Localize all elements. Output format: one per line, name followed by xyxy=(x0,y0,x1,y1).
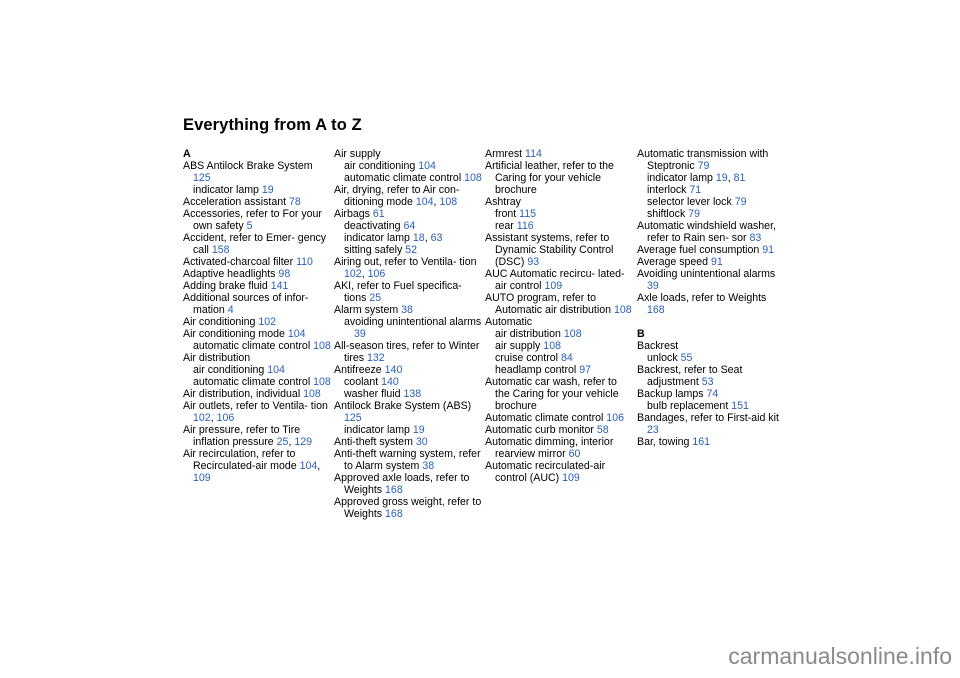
entry-text: cruise control xyxy=(495,352,558,364)
entry-text: Air conditioning xyxy=(183,316,256,328)
entry-text: Automatic dimming, interior rearview mirror xyxy=(485,436,614,460)
index-entry xyxy=(637,244,785,256)
page-link[interactable]: 52 xyxy=(405,244,418,256)
page-link[interactable]: 161 xyxy=(692,436,711,448)
entry-text: Armrest xyxy=(485,148,523,160)
entry-text: Air distribution, individual xyxy=(183,388,301,400)
index-subentry xyxy=(637,352,785,364)
entry-text: avoiding unintentional alarms xyxy=(344,316,482,328)
index-entry xyxy=(485,376,633,412)
index-entry xyxy=(183,328,331,340)
index-entry xyxy=(183,256,331,268)
entry-text: Average speed xyxy=(637,256,709,268)
entry-text: Air outlets, refer to Ventila- tion xyxy=(183,400,328,412)
index-subentry xyxy=(637,208,785,220)
page-link[interactable]: 108 xyxy=(464,172,482,184)
entry-text: Approved axle loads, refer to Weights xyxy=(334,472,470,496)
page-link[interactable]: 108 xyxy=(313,340,331,352)
page-link[interactable]: 138 xyxy=(403,388,422,400)
entry-text: Backrest, refer to Seat adjustment xyxy=(637,364,743,388)
entry-text: unlock xyxy=(647,352,678,364)
page-link[interactable]: 39 xyxy=(354,328,366,340)
entry-text: Antifreeze xyxy=(334,364,382,376)
page-link[interactable]: 115 xyxy=(519,208,537,220)
page-link[interactable]: 71 xyxy=(689,184,702,196)
entry-text: Automatic xyxy=(485,316,533,328)
index-entry xyxy=(334,280,482,304)
index-subentry: indicator lamp 18, 63 xyxy=(344,232,443,244)
index-subentry xyxy=(183,340,331,352)
page-link[interactable]: 53 xyxy=(701,376,714,388)
entry-text: Backup lamps xyxy=(637,388,704,400)
entry-text: Air, drying, refer to Air con- ditioning mode xyxy=(334,184,460,208)
entry-text: front xyxy=(495,208,517,220)
page-link[interactable]: 104 xyxy=(299,460,318,472)
page-link[interactable]: 79 xyxy=(697,160,710,172)
entry-text: Automatic transmission with Steptronic xyxy=(637,148,769,172)
page-link[interactable]: 5 xyxy=(246,220,253,232)
watermark: carmanualsonline.info xyxy=(728,643,952,669)
entry-text: Automatic recirculated-air control (AUC) xyxy=(485,460,606,484)
entry-text: Airing out, refer to Ventila- tion xyxy=(334,256,477,268)
page-title: Everything from A to Z xyxy=(183,116,362,134)
page-link[interactable]: 39 xyxy=(647,280,659,292)
index-entry xyxy=(334,304,482,316)
entry-text: Bandages, refer to First-aid kit xyxy=(637,412,779,424)
index-entry xyxy=(485,160,633,196)
entry-text: air supply xyxy=(495,340,541,352)
index-subentry xyxy=(485,364,633,376)
entry-text: washer fluid xyxy=(344,388,401,400)
page-link[interactable]: 168 xyxy=(647,304,665,316)
page-link[interactable]: 116 xyxy=(516,220,534,232)
entry-text: AUC Automatic recircu- lated-air control xyxy=(485,268,625,292)
page-link[interactable]: 25 xyxy=(276,436,289,448)
entry-text: Backrest xyxy=(637,340,679,352)
page-link[interactable]: 91 xyxy=(762,244,775,256)
index-entry xyxy=(637,220,785,244)
index-entry xyxy=(334,496,482,520)
page-link[interactable]: 108 xyxy=(303,388,321,400)
entry-text: Air conditioning mode xyxy=(183,328,285,340)
entry-text: All-season tires, refer to Winter tires xyxy=(334,340,480,364)
index-entry xyxy=(485,412,633,424)
entry-text: Accident, refer to Emer- gency call xyxy=(183,232,327,256)
page-link[interactable]: 61 xyxy=(372,208,385,220)
index-entry xyxy=(334,208,482,220)
entry-text: Air recirculation, refer to Recirculated-air mode xyxy=(183,448,297,472)
entry-text: air conditioning xyxy=(193,364,265,376)
index-subentry xyxy=(334,316,482,340)
page-link[interactable]: 102 xyxy=(193,412,211,424)
entry-text: Automatic curb monitor xyxy=(485,424,594,436)
page-link[interactable]: 108 xyxy=(439,196,458,208)
entry-text: Adaptive headlights xyxy=(183,268,276,280)
entry-text: Avoiding unintentional alarms xyxy=(637,268,776,280)
page-link[interactable]: 58 xyxy=(596,424,609,436)
page-link[interactable]: 108 xyxy=(563,328,582,340)
index-entry: Air, drying, refer to Air con- ditioning mode 104, 108 xyxy=(334,184,460,208)
section-letter: A xyxy=(183,148,191,160)
index-entry xyxy=(637,412,785,436)
page-link[interactable]: 38 xyxy=(401,304,413,316)
index-entry xyxy=(637,256,785,268)
index-entry xyxy=(334,364,482,376)
page-link[interactable]: 106 xyxy=(606,412,624,424)
index-entry xyxy=(485,196,633,208)
index-entry xyxy=(485,148,633,160)
index-column-2 xyxy=(334,148,482,520)
page-link[interactable]: 108 xyxy=(543,340,561,352)
index-entry xyxy=(485,268,633,292)
page-link[interactable]: 23 xyxy=(647,424,659,436)
index-subentry xyxy=(485,208,633,220)
page-link[interactable]: 4 xyxy=(227,304,234,316)
index-subentry xyxy=(334,424,482,436)
entry-text: Accessories, refer to For your own safety xyxy=(183,208,322,232)
entry-text: Antilock Brake System (ABS) xyxy=(334,400,472,412)
entry-text: headlamp control xyxy=(495,364,577,376)
index-subentry xyxy=(183,376,331,388)
page-link[interactable]: 102 xyxy=(258,316,277,328)
section-gap xyxy=(637,316,785,328)
index-entry xyxy=(183,232,331,256)
page-link[interactable]: 102 xyxy=(344,268,362,280)
page-link[interactable]: 19 xyxy=(412,424,425,436)
page-link[interactable]: 108 xyxy=(313,376,331,388)
page-link[interactable]: 106 xyxy=(367,268,386,280)
index-subentry xyxy=(637,184,785,196)
entry-text: Axle loads, refer to Weights xyxy=(637,292,767,304)
entry-text: Adding brake fluid xyxy=(183,280,268,292)
page-link[interactable]: 19 xyxy=(715,172,728,184)
entry-text: Artificial leather, refer to the Caring for your vehicle brochure xyxy=(485,160,614,196)
entry-text: Alarm system xyxy=(334,304,399,316)
page-link[interactable]: 106 xyxy=(216,412,235,424)
section-letter: B xyxy=(637,328,645,340)
index-entry xyxy=(334,340,482,364)
entry-text: coolant xyxy=(344,376,379,388)
index-subentry: indicator lamp 19, 81 xyxy=(647,172,746,184)
entry-text: interlock xyxy=(647,184,687,196)
entry-text: indicator lamp xyxy=(344,232,410,244)
page-link[interactable]: 104 xyxy=(418,160,436,172)
entry-text: Automatic climate control xyxy=(485,412,604,424)
index-entry: Air pressure, refer to Tire inflation pressure 25, 129 xyxy=(183,424,313,448)
entry-text: rear xyxy=(495,220,514,232)
index-column-4 xyxy=(637,148,785,448)
entry-text: selector lever lock xyxy=(647,196,732,208)
entry-text: ABS Antilock Brake System xyxy=(183,160,313,172)
index-entry xyxy=(637,148,785,172)
index-entry xyxy=(485,316,633,328)
page-link[interactable]: 109 xyxy=(544,280,563,292)
page-link[interactable]: 55 xyxy=(680,352,693,364)
page-link[interactable]: 30 xyxy=(415,436,428,448)
index-entry xyxy=(485,436,633,460)
index-entry: Air recirculation, refer to Recirculated-air mode 104, 109 xyxy=(183,448,321,484)
entry-text: indicator lamp xyxy=(647,172,713,184)
page-link[interactable]: 84 xyxy=(560,352,573,364)
index-entry xyxy=(485,232,633,268)
entry-text: automatic climate control xyxy=(193,340,311,352)
page-link[interactable]: 18 xyxy=(412,232,425,244)
page-link[interactable]: 97 xyxy=(579,364,592,376)
index-entry: Air outlets, refer to Ventila- tion 102, 106 xyxy=(183,400,328,424)
index-entry xyxy=(334,472,482,496)
index-entry xyxy=(334,436,482,448)
index-entry xyxy=(485,292,633,316)
index-subentry xyxy=(485,328,633,340)
page-link[interactable]: 168 xyxy=(385,484,403,496)
page-link[interactable]: 158 xyxy=(211,244,230,256)
page-link[interactable]: 151 xyxy=(731,400,749,412)
index-entry xyxy=(485,424,633,436)
index-subentry xyxy=(334,160,482,172)
page-link[interactable]: 93 xyxy=(527,256,540,268)
entry-text: air conditioning xyxy=(344,160,416,172)
entry-text: Automatic car wash, refer to the Caring for your vehicle brochure xyxy=(485,376,619,412)
index-subentry xyxy=(637,196,785,208)
index-entry xyxy=(183,316,331,328)
entry-text: Air distribution xyxy=(183,352,251,364)
index-subentry xyxy=(637,400,785,412)
page-link[interactable]: 104 xyxy=(267,364,285,376)
index-entry xyxy=(183,196,331,208)
index-entry xyxy=(485,460,633,484)
page-link[interactable]: 141 xyxy=(270,280,289,292)
index-subentry xyxy=(334,244,482,256)
entry-text: indicator lamp xyxy=(193,184,259,196)
entry-text: Acceleration assistant xyxy=(183,196,287,208)
entry-text: Ashtray xyxy=(485,196,521,208)
page-link[interactable]: 74 xyxy=(706,388,719,400)
entry-text: AKI, refer to Fuel specifica- tions xyxy=(334,280,462,304)
page-link[interactable]: 109 xyxy=(193,472,211,484)
page-link[interactable]: 63 xyxy=(430,232,443,244)
entry-text: automatic climate control xyxy=(344,172,462,184)
page-link[interactable]: 60 xyxy=(568,448,581,460)
index-entry xyxy=(637,292,785,316)
entry-text: sitting safely xyxy=(344,244,403,256)
page-link[interactable]: 140 xyxy=(381,376,399,388)
entry-text: deactivating xyxy=(344,220,401,232)
index-subentry xyxy=(485,352,633,364)
index-entry xyxy=(183,268,331,280)
page-link[interactable]: 79 xyxy=(734,196,747,208)
page-link[interactable]: 25 xyxy=(369,292,382,304)
entry-text: Average fuel consumption xyxy=(637,244,760,256)
index-entry xyxy=(637,388,785,400)
page-link[interactable]: 81 xyxy=(733,172,746,184)
index-entry xyxy=(183,352,331,364)
index-entry xyxy=(183,388,331,400)
page-link[interactable]: 83 xyxy=(749,232,762,244)
page-link[interactable]: 132 xyxy=(366,352,385,364)
entry-text: Anti-theft system xyxy=(334,436,413,448)
page-link[interactable]: 140 xyxy=(384,364,403,376)
index-entry xyxy=(183,280,331,292)
index-entry xyxy=(637,268,785,292)
index-entry xyxy=(183,292,331,316)
entry-text: Automatic windshield washer, refer to Rain sen- sor xyxy=(637,220,776,244)
index-column-3 xyxy=(485,148,633,484)
index-subentry xyxy=(334,220,482,232)
page-link[interactable]: 108 xyxy=(613,304,632,316)
entry-text: AUTO program, refer to Automatic air distribution xyxy=(485,292,611,316)
index-subentry xyxy=(334,376,482,388)
index-entry xyxy=(183,160,331,184)
index-subentry xyxy=(334,172,482,184)
index-entry xyxy=(183,208,331,232)
index-entry xyxy=(637,340,785,352)
entry-text: Assistant systems, refer to Dynamic Stability Control (DSC) xyxy=(485,232,614,268)
page-link[interactable]: 168 xyxy=(385,508,403,520)
index-entry: Airing out, refer to Ventila- tion 102, 106 xyxy=(334,256,477,280)
page-link[interactable]: 125 xyxy=(344,412,362,424)
index-entry xyxy=(334,448,482,472)
page-link[interactable]: 104 xyxy=(287,328,306,340)
entry-text: Air supply xyxy=(334,148,381,160)
page-link[interactable]: 79 xyxy=(688,208,701,220)
page-link[interactable]: 104 xyxy=(415,196,434,208)
entry-text: air distribution xyxy=(495,328,561,340)
index-entry xyxy=(637,364,785,388)
entry-text: Bar, towing xyxy=(637,436,690,448)
index-subentry xyxy=(485,220,633,232)
page-link[interactable]: 91 xyxy=(711,256,723,268)
page-link[interactable]: 19 xyxy=(261,184,274,196)
index-entry xyxy=(334,148,482,160)
entry-text: automatic climate control xyxy=(193,376,311,388)
index-entry xyxy=(334,400,482,424)
page-link[interactable]: 38 xyxy=(422,460,435,472)
entry-text: Air pressure, refer to Tire inflation pressure xyxy=(183,424,301,448)
page-link[interactable]: 114 xyxy=(525,148,542,160)
page-link[interactable]: 109 xyxy=(562,472,580,484)
page-link[interactable]: 110 xyxy=(296,256,313,268)
index-subentry xyxy=(334,388,482,400)
page-link[interactable]: 64 xyxy=(403,220,416,232)
page-link[interactable]: 98 xyxy=(278,268,291,280)
index-subentry xyxy=(485,340,633,352)
entry-text: Additional sources of infor- mation xyxy=(183,292,309,316)
entry-text: indicator lamp xyxy=(344,424,410,436)
entry-text: bulb replacement xyxy=(647,400,729,412)
page-link[interactable]: 78 xyxy=(289,196,301,208)
entry-text: Airbags xyxy=(334,208,370,220)
index-column-1 xyxy=(183,148,331,484)
entry-text: Activated-charcoal filter xyxy=(183,256,294,268)
index-entry xyxy=(637,436,785,448)
page-link[interactable]: 129 xyxy=(294,436,313,448)
index-subentry xyxy=(183,364,331,376)
page-link[interactable]: 125 xyxy=(193,172,211,184)
entry-text: Approved gross weight, refer to Weights xyxy=(334,496,482,520)
entry-text: Anti-theft warning system, refer to Alarm system xyxy=(334,448,481,472)
entry-text: shiftlock xyxy=(647,208,686,220)
index-subentry xyxy=(183,184,331,196)
